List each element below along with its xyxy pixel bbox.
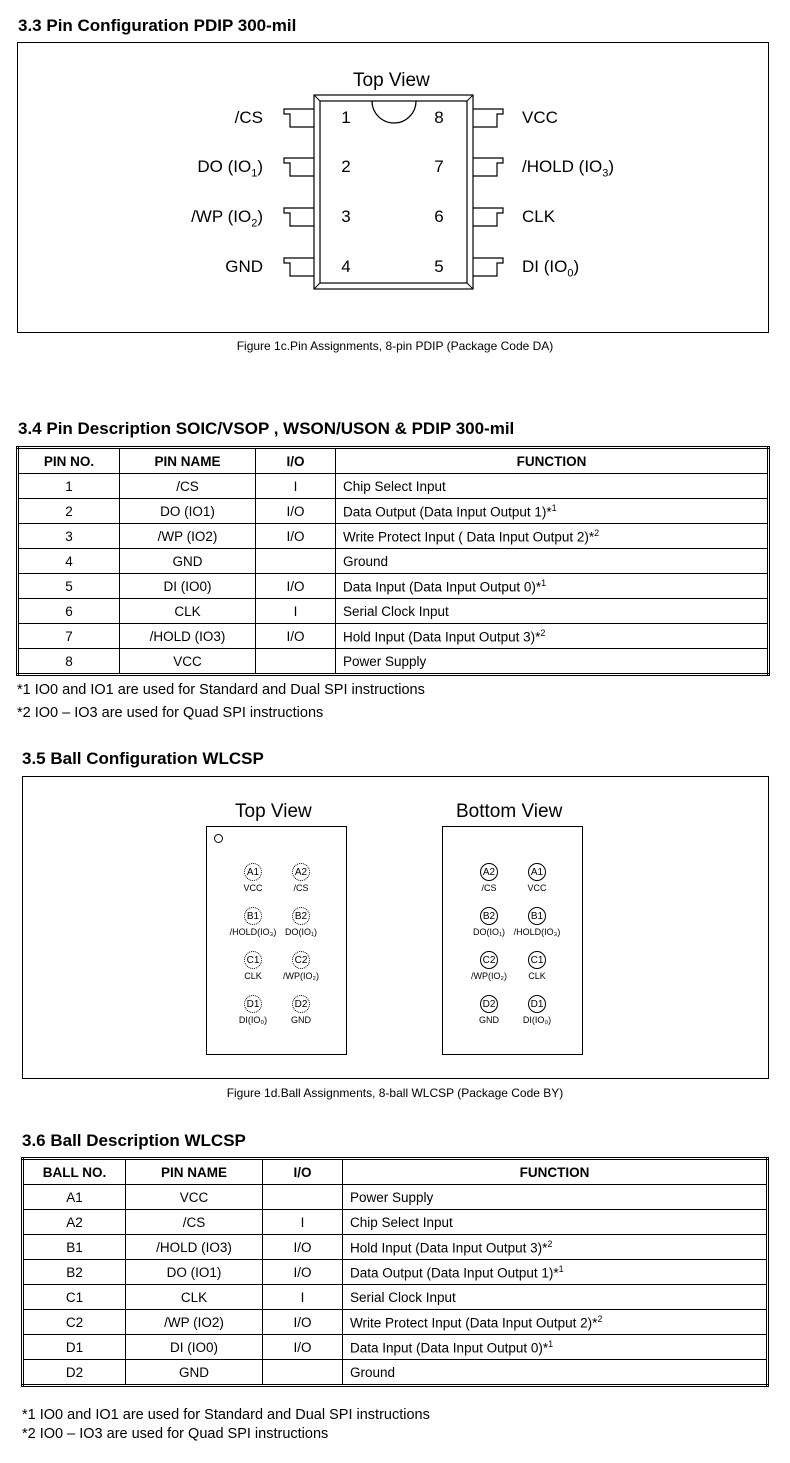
top-view-ball-C2-name: /WP(IO₂): [283, 971, 319, 981]
left-pin-1-number: 1: [341, 108, 351, 127]
pin-table-note-2: *2 IO0 – IO3 are used for Quad SPI instructions: [17, 705, 324, 721]
bottom-view-ball-A1-name: VCC: [527, 883, 547, 893]
pin-table-cell: 8: [18, 649, 120, 675]
right-pin-leg: [473, 208, 503, 226]
pin-table-cell: [336, 624, 769, 649]
ball-table-cell: B2: [23, 1260, 126, 1285]
pin-name-subscript: 3: [602, 167, 609, 180]
right-pin-2-number: 7: [434, 157, 444, 176]
footnote-marker: 1: [548, 1338, 554, 1349]
pin-table-cell: I/O: [256, 624, 336, 649]
left-pin-2-name: [197, 157, 263, 183]
bottom-view-ball-D1-name: DI(IO₀): [522, 1015, 552, 1025]
bottom-view-ball-B2: B2: [480, 907, 498, 925]
bottom-view-ball-D2-name: GND: [479, 1015, 499, 1025]
pin-table-cell: I: [256, 474, 336, 499]
pin-table-cell: 6: [18, 599, 120, 624]
ball-table-cell: A1: [23, 1185, 126, 1210]
bottom-view-ball-A1: A1: [528, 863, 546, 881]
footnote-marker: 2: [594, 527, 600, 538]
pin1-marker-dot: [214, 834, 223, 843]
pin-table-cell: GND: [120, 549, 256, 574]
ball-table-cell: [263, 1185, 343, 1210]
top-view-ball-A2-name: /CS: [293, 883, 309, 893]
top-view-ball-B2: B2: [292, 907, 310, 925]
left-pin-1-name: [235, 108, 263, 128]
footnote-marker: 1: [541, 577, 547, 588]
left-pin-4-name: [225, 257, 263, 277]
top-view-ball-D2: D2: [292, 995, 310, 1013]
section-3-4-title: 3.4 Pin Description SOIC/VSOP , WSON/USON & PDIP 300-mil: [18, 419, 515, 438]
ball-table-row: [23, 1310, 768, 1335]
pin-name-subscript: 1: [251, 167, 258, 180]
top-view-ball-D1-name: DI(IO₀): [238, 1015, 268, 1025]
left-pin-leg: [284, 208, 314, 226]
pin-table-cell: 2: [18, 499, 120, 524]
pin-table-cell: [336, 549, 769, 574]
right-pin-leg: [473, 258, 503, 276]
top-view-ball-D1: D1: [244, 995, 262, 1013]
top-view-ball-C1: C1: [244, 951, 262, 969]
pin-table-cell: I/O: [256, 524, 336, 549]
wlcsp-top-view-package: [206, 826, 347, 1055]
pin-table-cell: /CS: [120, 474, 256, 499]
right-pin-4-number: 5: [434, 257, 444, 276]
footnote-marker: 2: [597, 1313, 603, 1324]
pin-table-cell: [336, 574, 769, 599]
pin-table-cell: CLK: [120, 599, 256, 624]
pin-table-row: [18, 549, 769, 574]
pin-table-row: [18, 574, 769, 599]
function-text: Chip Select Input: [343, 478, 446, 494]
top-view-ball-B1: B1: [244, 907, 262, 925]
pin-table-header-0: PIN NO.: [18, 448, 120, 474]
pin-table-row: [18, 649, 769, 675]
pin-table-cell: I/O: [256, 574, 336, 599]
pin-table-row: [18, 624, 769, 649]
ball-table-row: [23, 1360, 768, 1386]
pin-table-cell: I/O: [256, 499, 336, 524]
ball-table-row: [23, 1235, 768, 1260]
ball-table-cell: /WP (IO2): [126, 1310, 263, 1335]
top-view-ball-C2: C2: [292, 951, 310, 969]
footnote-marker: 2: [540, 627, 546, 638]
ball-table-row: [23, 1210, 768, 1235]
top-view-ball-A1: A1: [244, 863, 262, 881]
function-text: Write Protect Input (Data Input Output 2)*: [350, 1315, 598, 1331]
left-pin-3-number: 3: [341, 207, 351, 226]
pin-table-cell: [336, 474, 769, 499]
pdip-top-view-label: Top View: [353, 70, 430, 91]
ball-table-cell: I/O: [263, 1260, 343, 1285]
pin-table-cell: [336, 524, 769, 549]
bottom-view-ball-C2: C2: [480, 951, 498, 969]
function-text: Data Input (Data Input Output 0)*: [350, 1340, 549, 1356]
ball-table-row: [23, 1335, 768, 1360]
pin-name-text: /CS: [234, 108, 263, 127]
ball-table-cell: B1: [23, 1235, 126, 1260]
pin-name-text: DO (IO: [197, 157, 252, 176]
pin-table-note-1: *1 IO0 and IO1 are used for Standard and Dual SPI instructions: [17, 682, 425, 698]
pin-table-cell: DI (IO0): [120, 574, 256, 599]
right-pin-4-name: [522, 257, 579, 283]
bottom-view-ball-C2-name: /WP(IO₂): [471, 971, 507, 981]
ball-table-cell: [343, 1310, 768, 1335]
pin-name-suffix: ): [257, 207, 263, 226]
pin-table-cell: I: [256, 599, 336, 624]
pin-table-cell: [256, 549, 336, 574]
right-pin-1-name: [522, 108, 558, 128]
right-pin-leg: [473, 109, 503, 127]
left-pin-leg: [284, 109, 314, 127]
wlcsp-figure-frame: [22, 776, 769, 1079]
ball-table-cell: C2: [23, 1310, 126, 1335]
ball-table-cell: [343, 1260, 768, 1285]
bottom-view-ball-A2: A2: [480, 863, 498, 881]
pin-table-cell: 5: [18, 574, 120, 599]
wlcsp-bottom-view-label: Bottom View: [456, 801, 563, 822]
pin-name-text: /WP (IO: [191, 207, 252, 226]
pin-table-row: [18, 599, 769, 624]
right-pin-3-name: [522, 207, 555, 227]
pin-table-cell: [256, 649, 336, 675]
ball-table-cell: CLK: [126, 1285, 263, 1310]
pin-table-cell: /WP (IO2): [120, 524, 256, 549]
function-text: Chip Select Input: [350, 1214, 453, 1230]
function-text: Ground: [343, 553, 389, 569]
bottom-view-ball-B1: B1: [528, 907, 546, 925]
function-text: Hold Input (Data Input Output 3)*: [350, 1240, 548, 1256]
pin-table-cell: VCC: [120, 649, 256, 675]
ball-table-row: [23, 1185, 768, 1210]
ball-table-cell: [343, 1210, 768, 1235]
function-text: Power Supply: [350, 1189, 434, 1205]
pin-table-cell: /HOLD (IO3): [120, 624, 256, 649]
section-3-5-title: 3.5 Ball Configuration WLCSP: [22, 749, 264, 768]
pin-name-text: GND: [225, 257, 263, 276]
ball-table-cell: A2: [23, 1210, 126, 1235]
ball-table-cell: D2: [23, 1360, 126, 1386]
ball-table-row: [23, 1260, 768, 1285]
pin-table-row: [18, 499, 769, 524]
ball-table-cell: I/O: [263, 1235, 343, 1260]
left-pin-2-number: 2: [341, 157, 351, 176]
ball-table-cell: [343, 1360, 768, 1386]
footnote-marker: 1: [551, 502, 557, 513]
wlcsp-top-view-label: Top View: [235, 801, 312, 822]
pin-name-text: /HOLD (IO: [522, 157, 603, 176]
left-pin-leg: [284, 258, 314, 276]
bottom-view-ball-C1-name: CLK: [528, 971, 546, 981]
top-view-ball-B2-name: DO(IO₁): [284, 927, 318, 937]
pin-name-suffix: ): [608, 157, 615, 176]
bottom-view-ball-B1-name: /HOLD(IO₃): [513, 927, 561, 937]
ball-table-cell: [263, 1360, 343, 1386]
pin-table-header-3: FUNCTION: [336, 448, 769, 474]
ball-table-cell: I/O: [263, 1335, 343, 1360]
ball-table-row: [23, 1285, 768, 1310]
ball-table-cell: /CS: [126, 1210, 263, 1235]
ball-table-cell: D1: [23, 1335, 126, 1360]
ball-table-cell: /HOLD (IO3): [126, 1235, 263, 1260]
pin-table-cell: [336, 599, 769, 624]
bottom-view-ball-A2-name: /CS: [481, 883, 497, 893]
pin-table-row: [18, 524, 769, 549]
pin-name-subscript: 2: [251, 217, 258, 230]
ball-table-cell: [343, 1335, 768, 1360]
left-pin-leg: [284, 158, 314, 176]
pin-name-suffix: ): [573, 257, 580, 276]
function-text: Data Output (Data Input Output 1)*: [343, 504, 552, 520]
pin-name-text: DI (IO: [522, 257, 568, 276]
ball-table-cell: I: [263, 1285, 343, 1310]
footnote-marker: 2: [547, 1238, 553, 1249]
pdip-package-drawing: [18, 43, 768, 332]
ball-table-cell: [343, 1285, 768, 1310]
function-text: Power Supply: [343, 653, 427, 669]
pin-name-suffix: ): [257, 157, 263, 176]
top-view-ball-B1-name: /HOLD(IO₃): [229, 927, 277, 937]
pdip-figure-frame: [17, 42, 769, 333]
ball-table-cell: GND: [126, 1360, 263, 1386]
function-text: Hold Input (Data Input Output 3)*: [343, 629, 541, 645]
ball-table-cell: [343, 1185, 768, 1210]
ball-description-table: [21, 1157, 769, 1387]
wlcsp-figure-caption: Figure 1d.Ball Assignments, 8-ball WLCSP (Package Code BY): [226, 1086, 564, 1100]
pin-name-text: CLK: [522, 207, 556, 226]
function-text: Serial Clock Input: [343, 603, 449, 619]
ball-table-cell: C1: [23, 1285, 126, 1310]
bottom-view-ball-B2-name: DO(IO₁): [472, 927, 506, 937]
left-pin-3-name: [191, 207, 263, 233]
ball-table-note-1: *1 IO0 and IO1 are used for Standard and Dual SPI instructions: [22, 1407, 430, 1423]
function-text: Data Output (Data Input Output 1)*: [350, 1265, 559, 1281]
pin-table-header-2: I/O: [256, 448, 336, 474]
pin-table-cell: 7: [18, 624, 120, 649]
ball-table-cell: [343, 1235, 768, 1260]
pdip-figure-caption: Figure 1c.Pin Assignments, 8-pin PDIP (Package Code DA): [236, 339, 554, 353]
pin-table-cell: DO (IO1): [120, 499, 256, 524]
right-pin-1-number: 8: [434, 108, 444, 127]
function-text: Serial Clock Input: [350, 1289, 456, 1305]
section-3-3-title: 3.3 Pin Configuration PDIP 300-mil: [18, 16, 297, 35]
ball-table-cell: DO (IO1): [126, 1260, 263, 1285]
function-text: Ground: [350, 1364, 396, 1380]
footnote-marker: 1: [558, 1263, 564, 1274]
ball-table-header-0: BALL NO.: [23, 1159, 126, 1185]
bottom-view-ball-D1: D1: [528, 995, 546, 1013]
top-view-ball-A2: A2: [292, 863, 310, 881]
pin-table-cell: 3: [18, 524, 120, 549]
ball-table-cell: I: [263, 1210, 343, 1235]
ball-table-cell: VCC: [126, 1185, 263, 1210]
ball-table-header-1: PIN NAME: [126, 1159, 263, 1185]
right-pin-leg: [473, 158, 503, 176]
bottom-view-ball-D2: D2: [480, 995, 498, 1013]
right-pin-3-number: 6: [434, 207, 444, 226]
pin-name-text: VCC: [522, 108, 558, 127]
ball-table-header-3: FUNCTION: [343, 1159, 768, 1185]
ball-table-cell: I/O: [263, 1310, 343, 1335]
function-text: Write Protect Input ( Data Input Output 2)*: [343, 529, 595, 545]
pin-table-cell: 4: [18, 549, 120, 574]
pin-table-cell: [336, 649, 769, 675]
section-3-6-title: 3.6 Ball Description WLCSP: [22, 1131, 246, 1150]
wlcsp-bottom-view-package: [442, 826, 583, 1055]
function-text: Data Input (Data Input Output 0)*: [343, 579, 542, 595]
top-view-ball-D2-name: GND: [291, 1015, 311, 1025]
pin-table-cell: 1: [18, 474, 120, 499]
right-pin-2-name: [522, 157, 614, 183]
top-view-ball-C1-name: CLK: [244, 971, 262, 981]
left-pin-4-number: 4: [341, 257, 351, 276]
pin-table-cell: [336, 499, 769, 524]
pin-name-subscript: 0: [567, 267, 574, 280]
top-view-ball-A1-name: VCC: [243, 883, 263, 893]
ball-table-cell: DI (IO0): [126, 1335, 263, 1360]
ball-table-header-2: I/O: [263, 1159, 343, 1185]
pin-table-header-1: PIN NAME: [120, 448, 256, 474]
pin-table-row: [18, 474, 769, 499]
pin-description-table: [16, 446, 770, 676]
bottom-view-ball-C1: C1: [528, 951, 546, 969]
ball-table-note-2: *2 IO0 – IO3 are used for Quad SPI instructions: [22, 1426, 329, 1442]
